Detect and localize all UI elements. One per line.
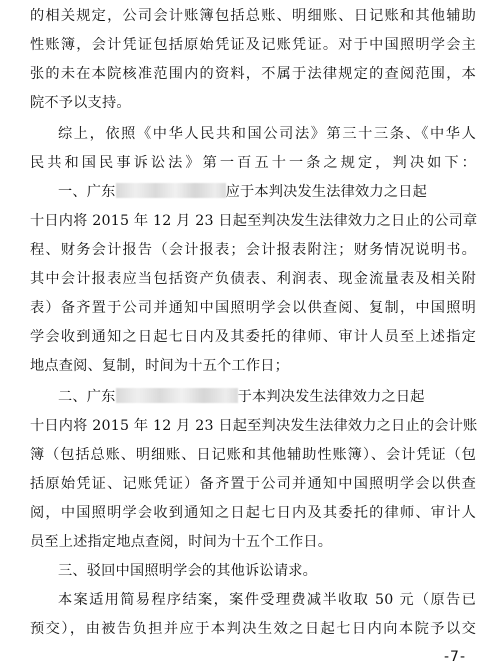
body-line: 综上，依照《中华人民共和国公司法》第三十三条、《中华人 [58, 126, 476, 142]
party-suffix: 应于本判决发生法律效力之日起 [225, 184, 427, 200]
page-number: -7- [443, 649, 466, 665]
body-line: 表）备齐置于公司并通知中国照明学会以供查阅、复制，中国照明 [30, 300, 476, 316]
body-line: 学会收到通知之日起七日内及其委托的律师、审计人员至上述指定 [30, 329, 476, 345]
body-line: 员至上述指定地点查阅，时间为十五个工作日。 [30, 534, 333, 550]
body-line: 张的未在本院核准范围内的资料，不属于法律规定的查阅范围，本 [30, 66, 476, 82]
body-line: 预交），由被告负担并应于本判决生效之日起七日内向本院予以交 [30, 621, 476, 637]
body-line: 地点查阅、复制，时间为十五个工作日； [30, 358, 289, 374]
body-line: 十日内将 2015 年 12 月 23 日起至判决发生法律效力之日止的会计账 [30, 418, 478, 434]
body-line: 民共和国民事诉讼法》第一百五十一条之规定，判决如下： [30, 155, 476, 171]
body-line: 的相关规定，公司会计账簿包括总账、明细账、日记账和其他辅助 [30, 8, 476, 24]
judgment-item-one-line [58, 183, 476, 201]
body-line: 程、财务会计报告（会计报表；会计报表附注；财务情况说明书。 [30, 242, 476, 258]
judgment-item-two-line [58, 388, 476, 406]
party-prefix: 一、广东 [58, 184, 116, 200]
body-line: 院不予以支持。 [30, 95, 131, 111]
body-line: 簿（包括总账、明细账、日记账和其他辅助性账簿）、会计凭证（包 [30, 447, 476, 463]
body-line: 十日内将 2015 年 12 月 23 日起至判决发生法律效力之日止的公司章 [30, 213, 478, 229]
body-line: 性账簿，会计凭证包括原始凭证及记账凭证。对于中国照明学会主 [30, 37, 476, 53]
body-line: 三、驳回中国照明学会的其他诉讼请求。 [58, 563, 317, 579]
body-line: 阅，中国照明学会收到通知之日起七日内及其委托的律师、审计人 [30, 505, 476, 521]
redacted-name [116, 183, 226, 198]
party-prefix: 二、广东 [58, 389, 116, 405]
party-suffix: 于本判决发生法律效力之日起 [237, 389, 425, 405]
body-line: 括原始凭证、记账凭证）备齐置于公司并通知中国照明学会以供查 [30, 476, 476, 492]
body-line: 其中会计报表应当包括资产负债表、利润表、现金流量表及相关附 [30, 271, 476, 287]
redacted-name [116, 388, 238, 403]
body-line: 本案适用简易程序结案，案件受理费减半收取 50 元（原告已 [58, 592, 476, 608]
